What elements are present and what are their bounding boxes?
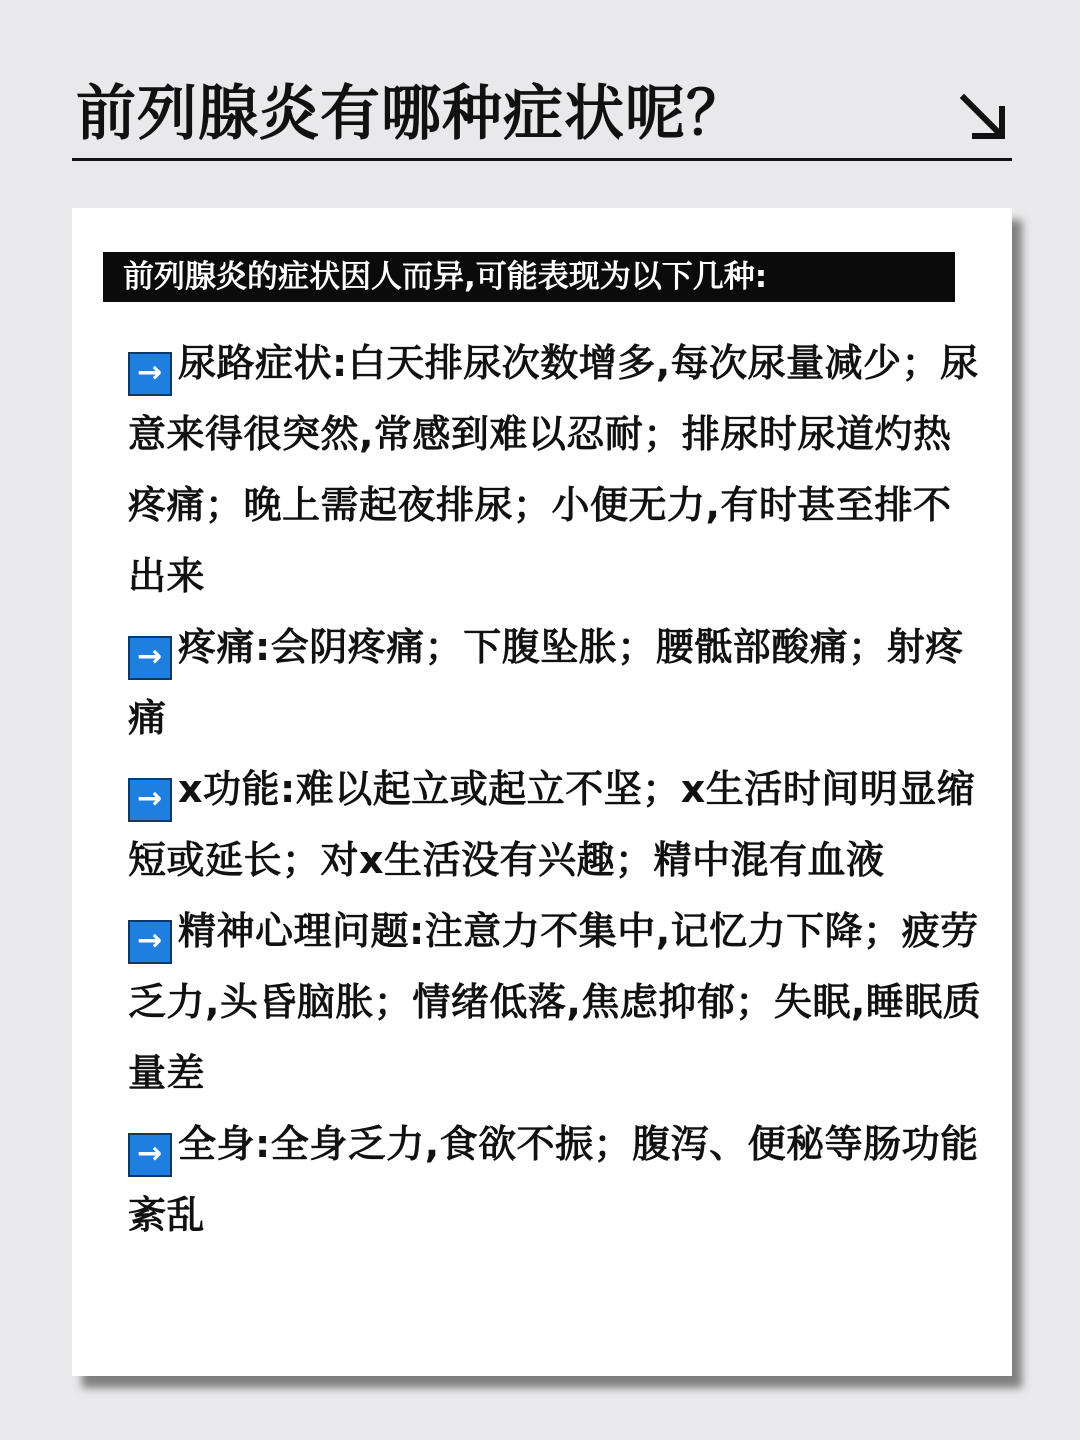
intro-banner: 前列腺炎的症状因人而异,可能表现为以下几种: — [103, 252, 955, 302]
symptom-text: x功能:难以起立或起立不坚；x生活时间明显缩短或延长；对x生活没有兴趣；精中混有血液 — [128, 767, 976, 882]
symptom-text: 疼痛:会阴疼痛；下腹坠胀；腰骶部酸痛；射疼痛 — [128, 625, 964, 740]
arrow-right-icon: → — [128, 1133, 172, 1177]
symptom-list — [128, 328, 988, 1251]
arrow-right-icon: → — [128, 636, 172, 680]
arrow-right-icon: → — [128, 778, 172, 822]
symptom-item — [128, 612, 988, 754]
symptom-text: 尿路症状:白天排尿次数增多,每次尿量减少；尿意来得很突然,常感到难以忍耐；排尿时尿道灼热疼痛；晚上需起夜排尿；小便无力,有时甚至排不出来 — [128, 341, 979, 598]
page-title: 前列腺炎有哪种症状呢？ — [76, 79, 747, 149]
arrow-right-icon: → — [128, 352, 172, 396]
symptom-item — [128, 1109, 988, 1251]
symptom-item — [128, 328, 988, 612]
arrow-down-right-icon — [958, 92, 1010, 144]
arrow-right-icon: → — [128, 920, 172, 964]
symptom-item — [128, 754, 988, 896]
symptom-text: 全身:全身乏力,食欲不振；腹泻、便秘等肠功能紊乱 — [128, 1122, 979, 1237]
content-card — [72, 208, 1012, 1376]
page-header — [72, 78, 1012, 161]
symptom-item — [128, 896, 988, 1109]
symptom-text: 精神心理问题:注意力不集中,记忆力下降；疲劳乏力,头昏脑胀；情绪低落,焦虑抑郁；失眠,睡眠质量差 — [128, 909, 982, 1095]
